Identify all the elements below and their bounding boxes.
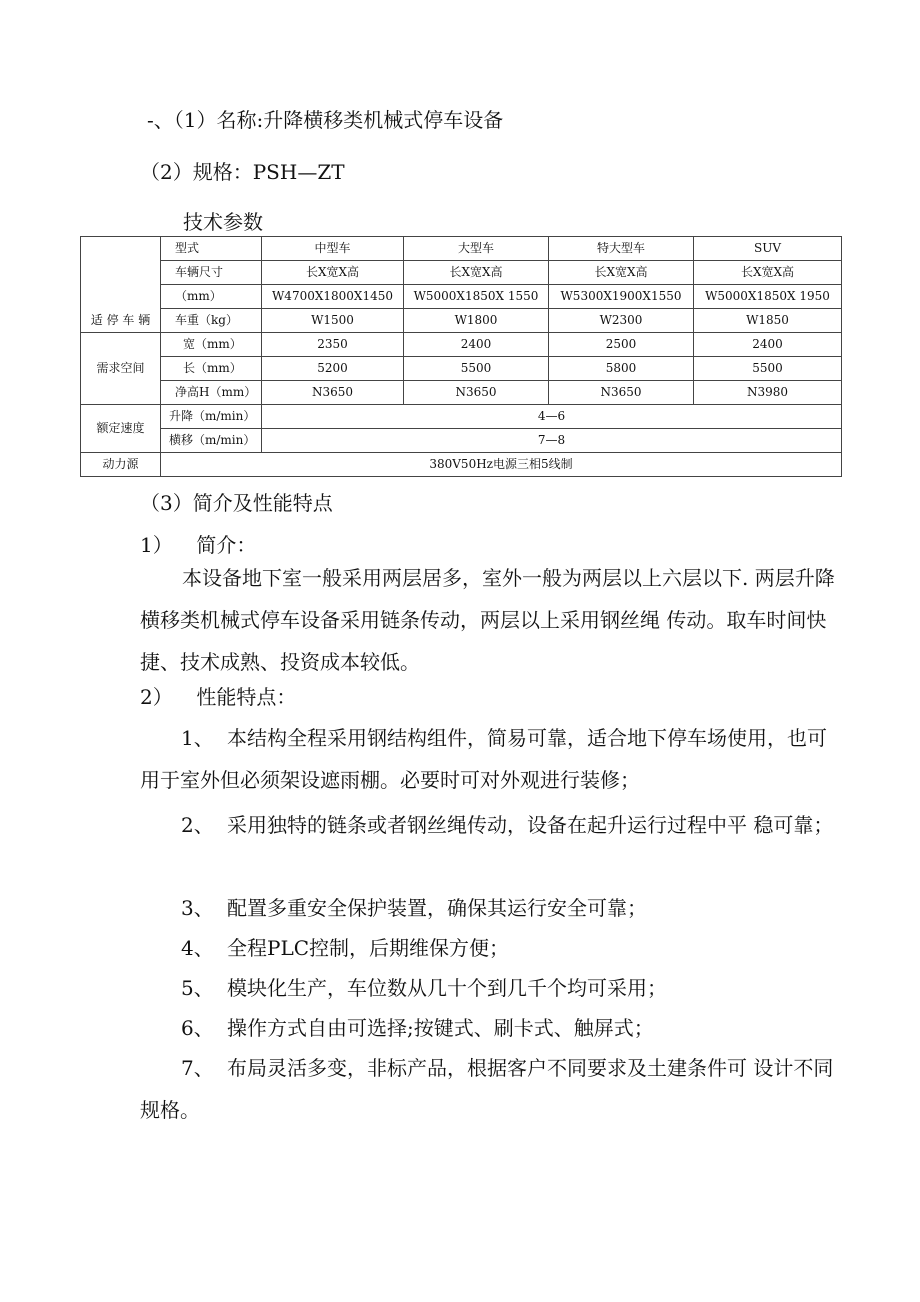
table-cell: 5500	[404, 357, 549, 381]
table-cell: 5200	[262, 357, 404, 381]
table-row	[81, 237, 842, 261]
feature-num: 2、	[181, 813, 214, 837]
table-cell: 长X宽X高	[262, 261, 404, 285]
table-cell: 380V50Hz电源三相5线制	[161, 453, 842, 477]
row-label: 升降（m/min）	[161, 405, 262, 429]
features-label	[140, 681, 296, 710]
table-cell: N3650	[404, 381, 549, 405]
table-cell: 2400	[694, 333, 842, 357]
table-cell: W5000X1850X 1950	[694, 285, 842, 309]
table-cell: 2350	[262, 333, 404, 357]
feature-text: 配置多重安全保护装置，确保其运行安全可靠；	[227, 896, 647, 920]
row-label: 净高H（mm）	[161, 381, 262, 405]
intro-num: 1）	[140, 533, 173, 557]
header-cell: 大型车	[404, 237, 549, 261]
group-cell: 适 停 车 辆	[81, 237, 161, 333]
table-title: 技术参数	[183, 210, 263, 234]
table-row	[81, 333, 842, 357]
table-cell: W1500	[262, 309, 404, 333]
table-cell: W4700X1800X1450	[262, 285, 404, 309]
header-cell: SUV	[694, 237, 842, 261]
row-label: 横移（m/min）	[161, 429, 262, 453]
feature-num: 7、	[181, 1056, 214, 1080]
feature-item	[140, 717, 840, 801]
header-cell: 中型车	[262, 237, 404, 261]
feature-item	[140, 887, 840, 929]
table-row	[81, 453, 842, 477]
table-cell: N3980	[694, 381, 842, 405]
intro-label	[140, 529, 256, 558]
row-label: 车重（kg）	[161, 309, 262, 333]
spec-table	[80, 236, 842, 477]
table-row	[81, 261, 842, 285]
table-cell: W5300X1900X1550	[549, 285, 694, 309]
table-row	[81, 309, 842, 333]
feature-text: 本结构全程采用钢结构组件，简易可靠，适合地下停车场使用，也可用于室外但必须架设遮雨棚。必要时可对外观进行装修；	[140, 726, 827, 792]
table-cell: 5500	[694, 357, 842, 381]
feature-text: 模块化生产，车位数从几十个到几千个均可采用；	[227, 976, 667, 1000]
feature-num: 6、	[181, 1016, 214, 1040]
features-label-text: 性能特点：	[196, 685, 297, 709]
table-row	[81, 357, 842, 381]
features-num: 2）	[140, 685, 173, 709]
table-cell: W5000X1850X 1550	[404, 285, 549, 309]
table-cell: 7—8	[262, 429, 842, 453]
group-cell: 需求空间	[81, 333, 161, 405]
feature-text: 采用独特的链条或者钢丝绳传动，设备在起升运行过程中平 稳可靠；	[227, 813, 834, 837]
feature-text: 全程PLC控制，后期维保方便；	[227, 936, 510, 960]
feature-num: 3、	[181, 896, 214, 920]
table-cell: 2400	[404, 333, 549, 357]
feature-num: 4、	[181, 936, 214, 960]
feature-text: 布局灵活多变，非标产品，根据客户不同要求及土建条件可 设计不同规格。	[140, 1056, 834, 1122]
header-cell: 特大型车	[549, 237, 694, 261]
table-row	[81, 285, 842, 309]
row-label: 动力源	[81, 453, 161, 477]
table-row	[81, 429, 842, 453]
table-row	[81, 405, 842, 429]
intro-label-text: 简介：	[196, 533, 257, 557]
table-cell: W1800	[404, 309, 549, 333]
feature-num: 1、	[181, 726, 214, 750]
heading-spec: （2）规格：PSH—ZT	[140, 160, 345, 184]
feature-num: 5、	[181, 976, 214, 1000]
heading-name: -、（1）名称:升降横移类机械式停车设备	[147, 108, 504, 132]
header-cell: 型式	[161, 237, 262, 261]
intro-paragraph: 本设备地下室一般采用两层居多，室外一般为两层以上六层以下. 两层升降横移类机械式停车设备采用链条传动，两层以上采用钢丝绳 传动。取车时间快捷、技术成熟、投资成本较低。	[140, 566, 835, 674]
feature-item	[140, 1047, 840, 1131]
table-cell: 长X宽X高	[404, 261, 549, 285]
table-cell: W2300	[549, 309, 694, 333]
feature-item	[140, 967, 840, 1009]
row-label: 车辆尺寸	[161, 261, 262, 285]
feature-item	[140, 804, 840, 846]
table-cell: N3650	[262, 381, 404, 405]
table-cell: 长X宽X高	[694, 261, 842, 285]
row-label: （mm）	[161, 285, 262, 309]
table-cell: 4—6	[262, 405, 842, 429]
row-label: 宽（mm）	[161, 333, 262, 357]
table-cell: W1850	[694, 309, 842, 333]
table-cell: N3650	[549, 381, 694, 405]
feature-item	[140, 927, 840, 969]
feature-text: 操作方式自由可选择;按键式、刷卡式、触屏式；	[227, 1016, 654, 1040]
table-cell: 5800	[549, 357, 694, 381]
table-row	[81, 381, 842, 405]
table-cell: 2500	[549, 333, 694, 357]
group-cell: 额定速度	[81, 405, 161, 453]
table-cell: 长X宽X高	[549, 261, 694, 285]
section-title: （3）简介及性能特点	[140, 491, 333, 515]
feature-item	[140, 1007, 840, 1049]
row-label: 长（mm）	[161, 357, 262, 381]
